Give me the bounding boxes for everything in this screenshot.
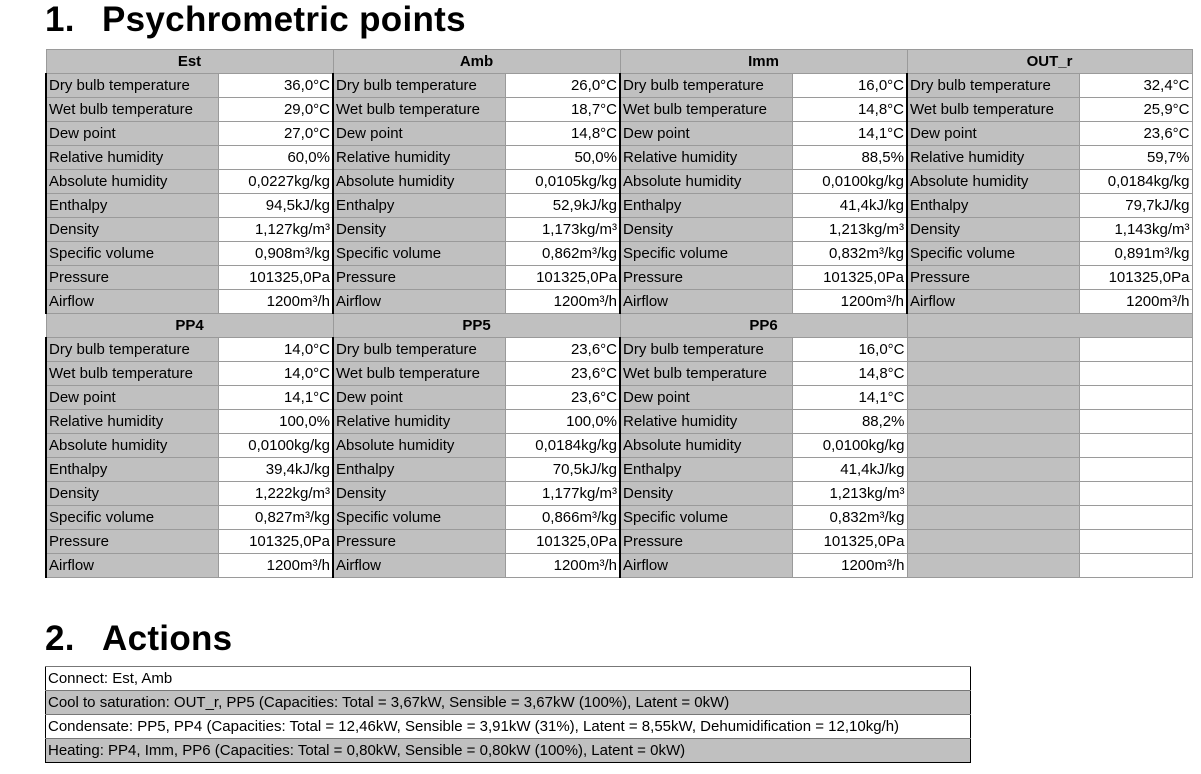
point-header-row [46, 50, 1192, 74]
property-value: 59,7% [1079, 146, 1192, 170]
property-value: 16,0°C [792, 338, 907, 362]
property-value: 0,827m³/kg [218, 506, 333, 530]
property-value: 0,832m³/kg [792, 242, 907, 266]
property-label: Pressure [620, 530, 792, 554]
property-label: Airflow [907, 290, 1079, 314]
property-label: Pressure [907, 266, 1079, 290]
property-label: Absolute humidity [907, 170, 1079, 194]
property-label: Dry bulb temperature [46, 74, 218, 98]
point-name-header: PP6 [620, 314, 907, 338]
property-value: 101325,0Pa [505, 530, 620, 554]
empty-value-cell [1079, 530, 1192, 554]
property-value: 1200m³/h [792, 290, 907, 314]
property-value: 0,0105kg/kg [505, 170, 620, 194]
property-value: 1200m³/h [505, 290, 620, 314]
property-row [46, 506, 1192, 530]
property-value: 1,213kg/m³ [792, 482, 907, 506]
empty-label-cell [907, 338, 1079, 362]
property-label: Pressure [620, 266, 792, 290]
property-label: Relative humidity [333, 146, 505, 170]
empty-label-cell [907, 362, 1079, 386]
point-name-header: OUT_r [907, 50, 1192, 74]
property-value: 0,0100kg/kg [792, 434, 907, 458]
property-label: Relative humidity [907, 146, 1079, 170]
property-label: Dew point [333, 122, 505, 146]
property-value: 88,2% [792, 410, 907, 434]
psychrometric-points-title [45, 0, 466, 40]
property-label: Dry bulb temperature [620, 74, 792, 98]
property-row [46, 218, 1192, 242]
property-label: Specific volume [333, 242, 505, 266]
property-value: 23,6°C [1079, 122, 1192, 146]
property-value: 39,4kJ/kg [218, 458, 333, 482]
property-label: Airflow [46, 554, 218, 578]
property-value: 25,9°C [1079, 98, 1192, 122]
property-label: Dry bulb temperature [907, 74, 1079, 98]
property-label: Enthalpy [46, 194, 218, 218]
property-value: 0,862m³/kg [505, 242, 620, 266]
property-row [46, 482, 1192, 506]
property-value: 0,0184kg/kg [505, 434, 620, 458]
property-value: 0,891m³/kg [1079, 242, 1192, 266]
property-row [46, 266, 1192, 290]
empty-value-cell [1079, 410, 1192, 434]
property-label: Absolute humidity [46, 434, 218, 458]
property-label: Relative humidity [46, 410, 218, 434]
property-label: Wet bulb temperature [333, 98, 505, 122]
property-value: 1,127kg/m³ [218, 218, 333, 242]
property-value: 0,866m³/kg [505, 506, 620, 530]
property-value: 1200m³/h [505, 554, 620, 578]
action-text: Heating: PP4, Imm, PP6 (Capacities: Total = 0,80kW, Sensible = 0,80kW (100%), Latent = 0kW) [46, 739, 971, 763]
property-label: Dew point [620, 386, 792, 410]
empty-value-cell [1079, 362, 1192, 386]
property-value: 14,0°C [218, 338, 333, 362]
empty-value-cell [1079, 458, 1192, 482]
property-value: 88,5% [792, 146, 907, 170]
property-value: 101325,0Pa [792, 266, 907, 290]
property-row [46, 338, 1192, 362]
property-value: 0,0100kg/kg [218, 434, 333, 458]
property-label: Density [46, 218, 218, 242]
action-row [46, 739, 971, 763]
property-value: 1,213kg/m³ [792, 218, 907, 242]
property-value: 1200m³/h [218, 554, 333, 578]
empty-value-cell [1079, 482, 1192, 506]
property-label: Enthalpy [333, 194, 505, 218]
property-label: Dew point [620, 122, 792, 146]
property-label: Enthalpy [333, 458, 505, 482]
property-label: Pressure [46, 266, 218, 290]
empty-label-cell [907, 482, 1079, 506]
property-label: Specific volume [907, 242, 1079, 266]
property-label: Absolute humidity [620, 170, 792, 194]
property-label: Pressure [333, 266, 505, 290]
property-value: 14,8°C [505, 122, 620, 146]
property-label: Enthalpy [620, 458, 792, 482]
property-label: Absolute humidity [620, 434, 792, 458]
property-label: Dew point [333, 386, 505, 410]
empty-label-cell [907, 410, 1079, 434]
point-name-header: Amb [333, 50, 620, 74]
property-label: Specific volume [333, 506, 505, 530]
property-value: 1200m³/h [218, 290, 333, 314]
property-value: 26,0°C [505, 74, 620, 98]
property-label: Pressure [46, 530, 218, 554]
property-value: 29,0°C [218, 98, 333, 122]
psychrometric-points-table [45, 49, 1193, 578]
action-text: Cool to saturation: OUT_r, PP5 (Capacities: Total = 3,67kW, Sensible = 3,67kW (100%), Latent = 0kW) [46, 691, 971, 715]
empty-label-cell [907, 434, 1079, 458]
property-label: Specific volume [620, 506, 792, 530]
property-value: 14,1°C [792, 386, 907, 410]
property-value: 36,0°C [218, 74, 333, 98]
property-label: Density [46, 482, 218, 506]
property-value: 1,177kg/m³ [505, 482, 620, 506]
property-value: 70,5kJ/kg [505, 458, 620, 482]
property-label: Enthalpy [46, 458, 218, 482]
property-row [46, 122, 1192, 146]
property-value: 101325,0Pa [218, 530, 333, 554]
property-value: 101325,0Pa [1079, 266, 1192, 290]
property-label: Specific volume [46, 506, 218, 530]
actions-title [45, 619, 232, 659]
property-label: Absolute humidity [333, 434, 505, 458]
property-value: 101325,0Pa [792, 530, 907, 554]
property-label: Density [333, 218, 505, 242]
property-value: 14,1°C [218, 386, 333, 410]
property-value: 100,0% [218, 410, 333, 434]
action-row [46, 715, 971, 739]
property-value: 0,0227kg/kg [218, 170, 333, 194]
property-label: Dew point [907, 122, 1079, 146]
property-label: Airflow [46, 290, 218, 314]
property-label: Density [620, 218, 792, 242]
section-title-text: Actions [102, 619, 233, 658]
property-row [46, 434, 1192, 458]
property-label: Absolute humidity [333, 170, 505, 194]
property-row [46, 170, 1192, 194]
property-label: Wet bulb temperature [333, 362, 505, 386]
property-label: Dry bulb temperature [333, 74, 505, 98]
property-value: 41,4kJ/kg [792, 194, 907, 218]
section-number: 2. [45, 619, 75, 658]
property-label: Wet bulb temperature [620, 98, 792, 122]
empty-label-cell [907, 530, 1079, 554]
property-value: 1,222kg/m³ [218, 482, 333, 506]
point-name-header: PP5 [333, 314, 620, 338]
property-label: Wet bulb temperature [907, 98, 1079, 122]
property-label: Relative humidity [46, 146, 218, 170]
property-value: 14,0°C [218, 362, 333, 386]
action-row [46, 691, 971, 715]
property-row [46, 242, 1192, 266]
empty-label-cell [907, 506, 1079, 530]
property-label: Relative humidity [333, 410, 505, 434]
property-label: Dry bulb temperature [46, 338, 218, 362]
property-value: 27,0°C [218, 122, 333, 146]
property-value: 1,173kg/m³ [505, 218, 620, 242]
property-value: 79,7kJ/kg [1079, 194, 1192, 218]
section-title-text: Psychrometric points [102, 0, 466, 39]
property-label: Dew point [46, 386, 218, 410]
property-label: Wet bulb temperature [620, 362, 792, 386]
property-label: Density [333, 482, 505, 506]
property-label: Density [907, 218, 1079, 242]
property-value: 1200m³/h [1079, 290, 1192, 314]
property-value: 101325,0Pa [218, 266, 333, 290]
empty-value-cell [1079, 554, 1192, 578]
property-row [46, 290, 1192, 314]
empty-label-cell [907, 554, 1079, 578]
action-text: Condensate: PP5, PP4 (Capacities: Total = 12,46kW, Sensible = 3,91kW (31%), Latent = 8,55kW, Dehumidification = 12,10kg/h) [46, 715, 971, 739]
property-row [46, 386, 1192, 410]
property-value: 1,143kg/m³ [1079, 218, 1192, 242]
property-label: Dew point [46, 122, 218, 146]
property-value: 1200m³/h [792, 554, 907, 578]
property-label: Dry bulb temperature [620, 338, 792, 362]
point-name-header: PP4 [46, 314, 333, 338]
property-label: Specific volume [46, 242, 218, 266]
property-value: 14,8°C [792, 362, 907, 386]
property-label: Absolute humidity [46, 170, 218, 194]
property-row [46, 146, 1192, 170]
empty-header-cell [907, 314, 1192, 338]
empty-value-cell [1079, 386, 1192, 410]
property-label: Wet bulb temperature [46, 98, 218, 122]
action-row [46, 667, 971, 691]
empty-value-cell [1079, 338, 1192, 362]
point-name-header: Est [46, 50, 333, 74]
property-label: Enthalpy [620, 194, 792, 218]
property-label: Airflow [620, 554, 792, 578]
property-label: Dry bulb temperature [333, 338, 505, 362]
property-label: Relative humidity [620, 410, 792, 434]
property-row [46, 410, 1192, 434]
property-value: 41,4kJ/kg [792, 458, 907, 482]
property-value: 32,4°C [1079, 74, 1192, 98]
property-row [46, 554, 1192, 578]
property-label: Enthalpy [907, 194, 1079, 218]
property-label: Wet bulb temperature [46, 362, 218, 386]
property-row [46, 98, 1192, 122]
property-label: Specific volume [620, 242, 792, 266]
property-label: Airflow [333, 554, 505, 578]
property-value: 101325,0Pa [505, 266, 620, 290]
property-value: 60,0% [218, 146, 333, 170]
property-value: 50,0% [505, 146, 620, 170]
property-label: Pressure [333, 530, 505, 554]
property-row [46, 74, 1192, 98]
property-label: Density [620, 482, 792, 506]
point-name-header: Imm [620, 50, 907, 74]
action-text: Connect: Est, Amb [46, 667, 971, 691]
property-value: 23,6°C [505, 338, 620, 362]
property-value: 18,7°C [505, 98, 620, 122]
property-value: 16,0°C [792, 74, 907, 98]
property-value: 52,9kJ/kg [505, 194, 620, 218]
property-row [46, 194, 1192, 218]
property-value: 0,0184kg/kg [1079, 170, 1192, 194]
property-value: 14,8°C [792, 98, 907, 122]
actions-table [45, 666, 971, 763]
property-row [46, 362, 1192, 386]
empty-label-cell [907, 458, 1079, 482]
point-header-row [46, 314, 1192, 338]
property-value: 0,0100kg/kg [792, 170, 907, 194]
property-value: 100,0% [505, 410, 620, 434]
section-number: 1. [45, 0, 75, 39]
property-row [46, 458, 1192, 482]
property-value: 94,5kJ/kg [218, 194, 333, 218]
property-value: 23,6°C [505, 362, 620, 386]
property-label: Relative humidity [620, 146, 792, 170]
property-row [46, 530, 1192, 554]
property-value: 0,908m³/kg [218, 242, 333, 266]
property-value: 14,1°C [792, 122, 907, 146]
empty-label-cell [907, 386, 1079, 410]
property-value: 23,6°C [505, 386, 620, 410]
property-label: Airflow [620, 290, 792, 314]
empty-value-cell [1079, 506, 1192, 530]
property-label: Airflow [333, 290, 505, 314]
empty-value-cell [1079, 434, 1192, 458]
property-value: 0,832m³/kg [792, 506, 907, 530]
